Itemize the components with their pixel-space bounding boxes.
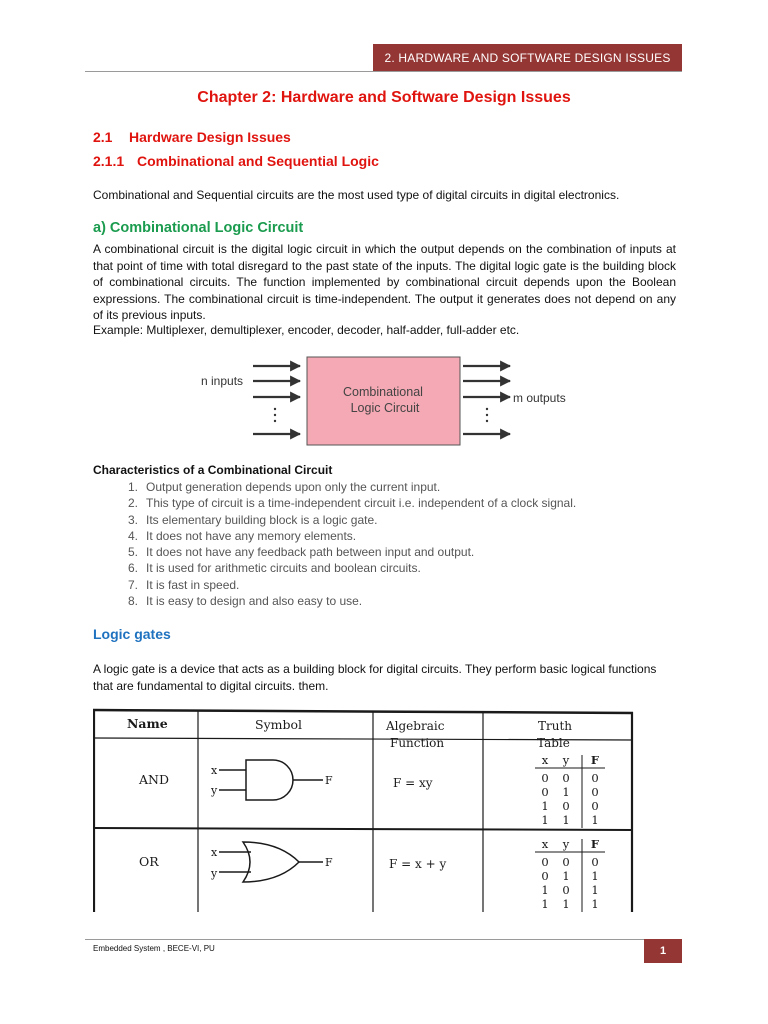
header-truth-1: Truth bbox=[538, 719, 573, 733]
box-line-2: Logic Circuit bbox=[350, 401, 420, 415]
svg-text:1: 1 bbox=[562, 869, 570, 883]
svg-text:0: 0 bbox=[562, 799, 570, 813]
svg-text:0: 0 bbox=[541, 771, 549, 785]
and-input-x: x bbox=[211, 764, 218, 777]
characteristics-list bbox=[112, 479, 576, 609]
and-gate-icon bbox=[219, 760, 323, 800]
section-number: 2.1 bbox=[93, 129, 113, 145]
logic-gates-heading: Logic gates bbox=[93, 626, 171, 642]
characteristics-title: Characteristics of a Combinational Circuit bbox=[93, 463, 333, 477]
combinational-paragraph: A combinational circuit is the digital logic circuit in which the output depends on the combination of inputs at that point of time with total disregard to the past state of the inputs. The digital logic gate is the building block of combinational circuits. The function implemented by combinational circuit depends upon the Boolean expressions. The combinational circuit is time-independent. The output it generates does not depend on any of its previous inputs. bbox=[93, 242, 676, 322]
or-gate-icon bbox=[219, 842, 323, 882]
inputs-label: n inputs bbox=[201, 374, 244, 388]
list-item: 7. It is fast in speed. bbox=[127, 577, 240, 592]
svg-text:1: 1 bbox=[541, 897, 549, 911]
section-heading-2-1-1 bbox=[93, 153, 379, 169]
list-item: 8. It is easy to design and also easy to use. bbox=[127, 594, 363, 609]
svg-text:1: 1 bbox=[541, 813, 549, 827]
input-ellipsis bbox=[274, 408, 276, 422]
tt-header-f: F bbox=[590, 837, 600, 851]
svg-text:0: 0 bbox=[591, 785, 599, 799]
and-input-y: y bbox=[211, 784, 218, 797]
svg-text:1: 1 bbox=[591, 883, 599, 897]
section-heading-2-1 bbox=[93, 129, 291, 145]
svg-text:0: 0 bbox=[541, 869, 549, 883]
svg-text:0: 0 bbox=[562, 855, 570, 869]
intro-paragraph: Combinational and Sequential circuits are the most used type of digital circuits in digital electronics. bbox=[93, 188, 620, 202]
header-divider bbox=[85, 71, 682, 72]
or-input-y: y bbox=[211, 867, 218, 880]
and-function: F = xy bbox=[393, 776, 433, 790]
footer-divider bbox=[85, 939, 682, 940]
header-name: Name bbox=[127, 716, 168, 731]
or-output: F bbox=[325, 856, 333, 869]
header-chapter-tab: 2. HARDWARE AND SOFTWARE DESIGN ISSUES bbox=[373, 44, 682, 72]
list-item: 2. This type of circuit is a time-independent circuit i.e. independent of a clock signal. bbox=[127, 496, 577, 511]
section-number: 2.1.1 bbox=[93, 153, 125, 169]
chapter-title: Chapter 2: Hardware and Software Design Issues bbox=[197, 89, 571, 106]
header-algebraic-2: Function bbox=[390, 736, 445, 750]
svg-text:0: 0 bbox=[541, 855, 549, 869]
svg-text:1: 1 bbox=[562, 813, 570, 827]
svg-text:1: 1 bbox=[591, 813, 599, 827]
svg-text:0: 0 bbox=[562, 771, 570, 785]
svg-text:1: 1 bbox=[562, 897, 570, 911]
header-algebraic-1: Algebraic bbox=[386, 719, 445, 733]
svg-text:1: 1 bbox=[591, 897, 599, 911]
example-line: Example: Multiplexer, demultiplexer, encoder, decoder, half-adder, full-adder etc. bbox=[93, 323, 520, 337]
list-item: 4. It does not have any memory elements. bbox=[127, 528, 357, 543]
section-title: Hardware Design Issues bbox=[129, 129, 291, 145]
tt-header-y: y bbox=[562, 753, 570, 767]
footer-text: Embedded System , BECE-VI, PU bbox=[93, 944, 215, 953]
and-output: F bbox=[325, 774, 333, 787]
page-number: 1 bbox=[644, 939, 682, 963]
tt-header-x: x bbox=[541, 753, 549, 767]
or-truth-table bbox=[535, 837, 605, 912]
tt-header-x: x bbox=[541, 837, 549, 851]
list-item: 6. It is used for arithmetic circuits and boolean circuits. bbox=[127, 561, 421, 576]
tt-header-f: F bbox=[590, 753, 600, 767]
svg-text:0: 0 bbox=[591, 771, 599, 785]
svg-text:1: 1 bbox=[541, 799, 549, 813]
or-input-x: x bbox=[211, 846, 218, 859]
section-title: Combinational and Sequential Logic bbox=[137, 153, 379, 169]
or-function: F = x + y bbox=[389, 857, 447, 871]
box-line-1: Combinational bbox=[343, 385, 423, 399]
combinational-heading: a) Combinational Logic Circuit bbox=[93, 220, 304, 236]
gate-name-and: AND bbox=[139, 772, 169, 787]
list-item: 5. It does not have any feedback path between input and output. bbox=[127, 545, 475, 560]
svg-text:1: 1 bbox=[591, 869, 599, 883]
svg-text:1: 1 bbox=[541, 883, 549, 897]
list-item: 1. Output generation depends upon only the current input. bbox=[127, 480, 441, 494]
logic-gate-table bbox=[93, 708, 635, 914]
combinational-block-diagram bbox=[195, 352, 585, 452]
tt-header-y: y bbox=[562, 837, 570, 851]
svg-text:0: 0 bbox=[562, 883, 570, 897]
header-symbol: Symbol bbox=[255, 717, 303, 732]
header-truth-2: Table bbox=[537, 736, 570, 750]
logic-gates-paragraph: A logic gate is a device that acts as a building block for digital circuits. They perform basic logical functions that are fundamental to digital circuits. them. bbox=[93, 662, 657, 693]
svg-text:0: 0 bbox=[541, 785, 549, 799]
svg-text:0: 0 bbox=[591, 799, 599, 813]
outputs-label: m outputs bbox=[513, 391, 566, 405]
output-ellipsis bbox=[486, 408, 488, 422]
svg-text:1: 1 bbox=[562, 785, 570, 799]
svg-text:0: 0 bbox=[591, 855, 599, 869]
gate-name-or: OR bbox=[139, 854, 159, 869]
and-truth-table bbox=[535, 753, 605, 828]
list-item: 3. Its elementary building block is a logic gate. bbox=[127, 512, 378, 527]
